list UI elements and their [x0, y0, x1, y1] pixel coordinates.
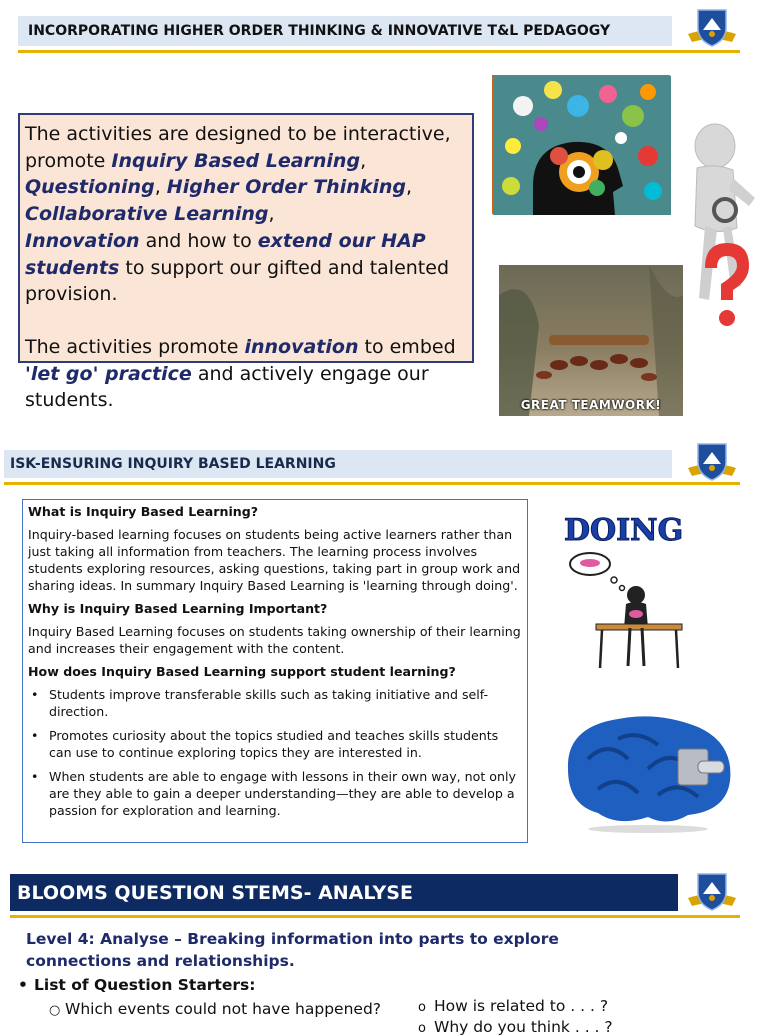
slide3-gold-divider: [10, 915, 740, 918]
question-starters-label: List of Question Starters:: [34, 976, 256, 994]
emphasis-let-go-practice: 'let go' practice: [25, 362, 192, 385]
question-stem-text: How is related to . . . ?: [434, 997, 609, 1015]
text-run: ,: [154, 176, 167, 199]
text-run: ,: [406, 176, 413, 199]
slide2-header-bar: [4, 450, 672, 478]
thinking-figure-question-mark-icon: [665, 118, 768, 340]
slide1-gold-divider: [18, 50, 740, 53]
emphasis-questioning: Questioning: [25, 176, 155, 199]
school-crest-logo: [686, 4, 738, 50]
doing-word-art: DOING: [564, 513, 684, 548]
inquiry-info-box: [22, 499, 528, 843]
text-run: and actively engage our students.: [25, 362, 429, 412]
list-item: • When students are able to engage with lessons in their own way, not only are they able to gain a deeper understanding—they are able to develop a passion for exploration and learning.: [28, 768, 522, 819]
slide1-header-bar: [18, 16, 672, 46]
question-stem-text: Why do you think . . . ?: [434, 1018, 613, 1036]
question-why-important: Why is Inquiry Based Learning Important?: [28, 601, 328, 616]
emphasis-higher-order-thinking: Higher Order Thinking: [166, 176, 407, 199]
bullet-icon: •: [18, 976, 28, 994]
question-what-is-ibl: What is Inquiry Based Learning?: [28, 504, 259, 519]
slide1-header-title: INCORPORATING HIGHER ORDER THINKING & INNOVATIVE T&L PEDAGOGY: [28, 23, 611, 39]
circle-bullet-icon: o: [418, 1021, 426, 1036]
slide3-header-title: BLOOMS QUESTION STEMS- ANALYSE: [17, 881, 413, 904]
school-crest-logo: [686, 438, 738, 484]
brain-gears-icon: [493, 76, 671, 215]
question-stem-text: Which events could not have happened?: [65, 1000, 382, 1018]
emphasis-innovation: Innovation: [25, 229, 140, 252]
activities-paragraph-2: [25, 334, 467, 414]
text-run: The activities are designed to be interactive, promote: [25, 123, 451, 172]
ants-image-caption: GREAT TEAMWORK!: [520, 398, 662, 412]
slide-inquiry-based-learning: [0, 432, 768, 852]
text-run: ,: [360, 149, 367, 172]
circle-bullet-icon: o: [418, 1000, 426, 1015]
ants-teamwork-image: [499, 265, 683, 416]
emphasis-collaborative-learning: Collaborative Learning: [25, 203, 269, 226]
level-4-description: Level 4: Analyse – Breaking information into parts to explore connections and relationships.: [26, 930, 559, 970]
question-stem: [418, 1018, 613, 1036]
support-bullet-list: [28, 686, 522, 819]
question-stem: [49, 1000, 381, 1018]
brain-with-switch-icon: [558, 709, 740, 833]
answer-what-is-ibl: Inquiry-based learning focuses on students being active learners rather than just taking all information from teachers. The learning process involves students exploring resources, asking questions, taking part in group work and sharing ideas. In summary Inquiry Based Learning is 'learning through doing'.: [28, 527, 521, 593]
ants-teamwork-icon: [499, 265, 683, 416]
slide2-gold-divider: [4, 482, 740, 485]
text-run: and how to: [139, 229, 258, 252]
slide-blooms-analyse: [0, 858, 768, 1036]
question-how-support: How does Inquiry Based Learning support student learning?: [28, 664, 456, 679]
question-starters-heading: [18, 976, 255, 994]
slide3-header-bar: [10, 874, 678, 911]
answer-why-important: Inquiry Based Learning focuses on students taking ownership of their learning and increases their engagement with the content.: [28, 624, 521, 656]
emphasis-extend-hap-students: extend our HAP students: [25, 229, 426, 279]
doing-student-illustration: [556, 500, 716, 672]
brain-gears-illustration: [492, 75, 670, 214]
question-stem: [418, 997, 608, 1015]
slide2-header-title: ISK-ENSURING INQUIRY BASED LEARNING: [10, 456, 336, 472]
text-run: The activities promote: [25, 335, 245, 358]
emphasis-innovation: innovation: [244, 335, 359, 358]
text-run: to support our gifted and talented provision.: [25, 256, 450, 306]
list-item: • Students improve transferable skills such as taking initiative and self-direction.: [28, 686, 522, 720]
activities-paragraph-1: [25, 121, 467, 308]
text-run: ,: [268, 203, 275, 226]
circle-bullet-icon: ○: [49, 1003, 61, 1018]
slide-higher-order-thinking: [0, 0, 768, 430]
school-crest-logo: [686, 868, 738, 914]
text-run: to embed: [358, 335, 456, 358]
emphasis-inquiry-based-learning: Inquiry Based Learning: [111, 149, 361, 172]
activities-description-box: [18, 113, 474, 412]
list-item: • Promotes curiosity about the topics studied and teaches skills students can use to continue exploring topics they are interested in.: [28, 727, 522, 761]
